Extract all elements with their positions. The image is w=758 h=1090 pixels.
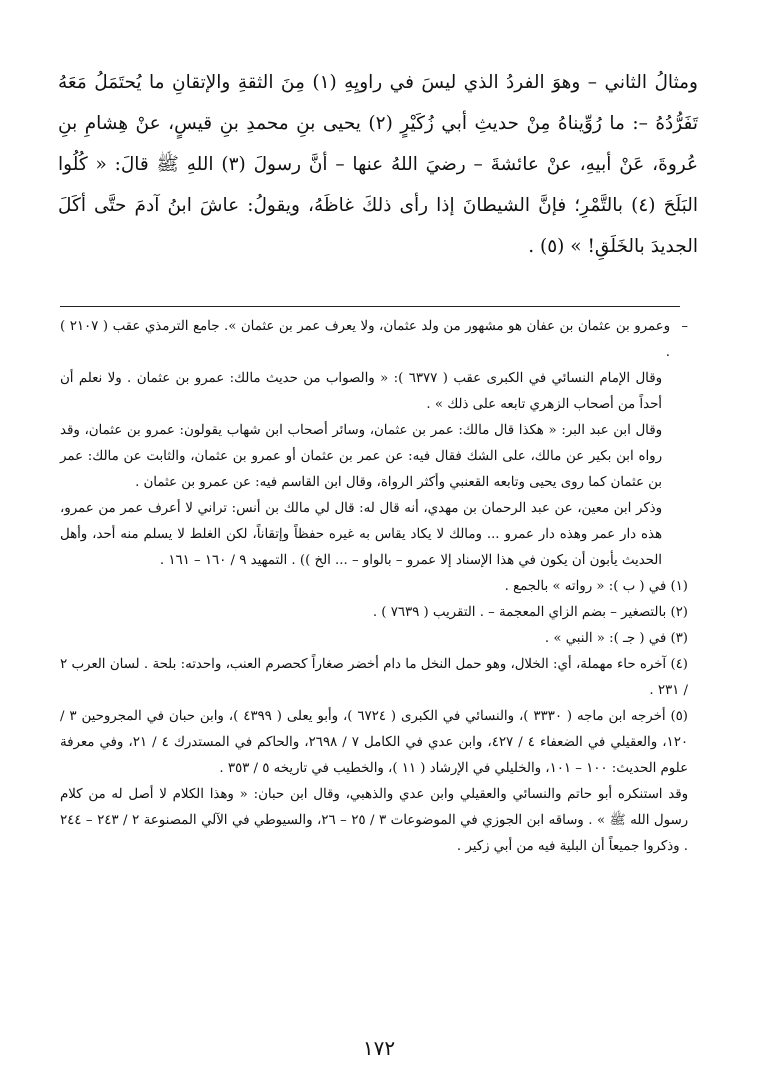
footnote-2: (٢) بالتصغير – بضم الزاي المعجمة – . التقريب ( ٧٦٣٩ ) .	[372, 605, 688, 620]
footnote-3: (٣) في ( جـ ): « النبي » .	[544, 631, 688, 646]
continued-footnote	[60, 314, 688, 574]
footnotes-section	[60, 314, 688, 860]
footnote-5-continuation: وقد استنكره أبو حاتم والنسائي والعقيلي وابن عدي والذهبي، وقال ابن حبان: « وهذا الكلام لا أصل له من كلام رسول الله ﷺ » . وساقه ابن الجوزي في الموضوعات ٣ / ٢٥ – ٢٦، والسيوطي في الآلي المصنوعة ٢ / ٢٤٣ – ٢٤٤ . وذكروا جميعاً أن البلية فيه من أبي زكير .	[60, 787, 689, 854]
continued-paragraph: وقال الإمام النسائي في الكبرى عقب ( ٦٣٧٧ ): « والصواب من حديث مالك: عمرو بن عثمان . ولا نعلم أن أحداً من أصحاب الزهري تابعه على ذلك » .	[60, 371, 662, 412]
continuation-dash: –	[681, 319, 688, 334]
footnote-4: (٤) آخره حاء مهملة، أي: الخلال، وهو حمل النخل ما دام أخضر صغاراً كحصرم العنب، واحدته: بلحة . لسان العرب ٢ / ٢٣١ .	[60, 657, 688, 698]
footnote-separator	[60, 306, 680, 307]
footnote-5: (٥) أخرجه ابن ماجه ( ٣٣٣٠ )، والنسائي في الكبرى ( ٦٧٢٤ )، وأبو يعلى ( ٤٣٩٩ )، وابن حبان في المجروحين ٣ / ١٢٠، والعقيلي في الضعفاء ٤ / ٤٢٧، وابن عدي في الكامل ٧ / ٢٦٩٨، والحاكم في المستدرك ٤ / ٢١، وفي معرفة علوم الحديث: ١٠٠ – ١٠١، والخليلي في الإرشاد ( ١١ )، والخطيب في تاريخه ٥ / ٣٥٣ .	[60, 709, 688, 776]
continued-paragraph: وذكر ابن معين، عن عبد الرحمان بن مهدي، أنه قال له: قال لي مالك بن أنس: تراني لا أعرف عمر من عمرو، هذه دار عمر وهذه دار عمرو ... ومالك لا يكاد يقاس به غيره حفظاً وإتقاناً، لكن الغلط لا يسلم منه أحد، وأهل الحديث يأبون أن يكون في هذا الإسناد إلا عمرو – بالواو – ... الخ )) . التمهيد ٩ / ١٦٠ – ١٦١ .	[60, 501, 662, 568]
page-number: ١٧٢	[362, 1036, 396, 1060]
main-text: ومثالُ الثاني – وهوَ الفردُ الذي ليسَ في راويِهِ (١) مِنَ الثقةِ والإتقانِ ما يُحتَمَلُ مَعَهُ تَفَرُّدُهُ –: ما رُوِّيناهُ مِنْ حديثِ أبي زُكَيْرٍ (٢) يحيى بنِ محمدِ بنِ قيسٍ، عنْ هِشامِ بنِ عُروةَ، عَنْ أبيهِ، عنْ عائشةَ – رضيَ اللهُ عنها – أنَّ رسولَ (٣) اللهِ ﷺ قالَ: « كُلُوا البَلَحَ (٤) بالتَّمْرِ؛ فإنَّ الشيطانَ إذا رأى ذلكَ غاظَهُ، ويقولُ: عاشَ ابنُ آدمَ حتَّى أكَلَ الجديدَ بالخَلَقِ! » (٥) .	[58, 72, 699, 257]
continued-paragraph: وعمرو بن عثمان بن عفان هو مشهور من ولد عثمان، ولا يعرف عمر بن عثمان ». جامع الترمذي عقب ( ٢١٠٧ ) .	[60, 319, 670, 360]
footnote-1: (١) في ( ب ): « رواته » بالجمع .	[504, 579, 688, 594]
continued-paragraph: وقال ابن عبد البر: « هكذا قال مالك: عمر بن عثمان، وسائر أصحاب ابن شهاب يقولون: عمرو بن عثمان، وقد رواه ابن بكير عن مالك، على الشك فقال فيه: عن عمر بن عثمان أو عمرو بن عثمان، والثابت عن مالك: عمر بن عثمان كما روى يحيى وتابعه القعنبي وأكثر الرواة، وقال ابن القاسم فيه: عن عمرو بن عثمان .	[60, 423, 662, 490]
